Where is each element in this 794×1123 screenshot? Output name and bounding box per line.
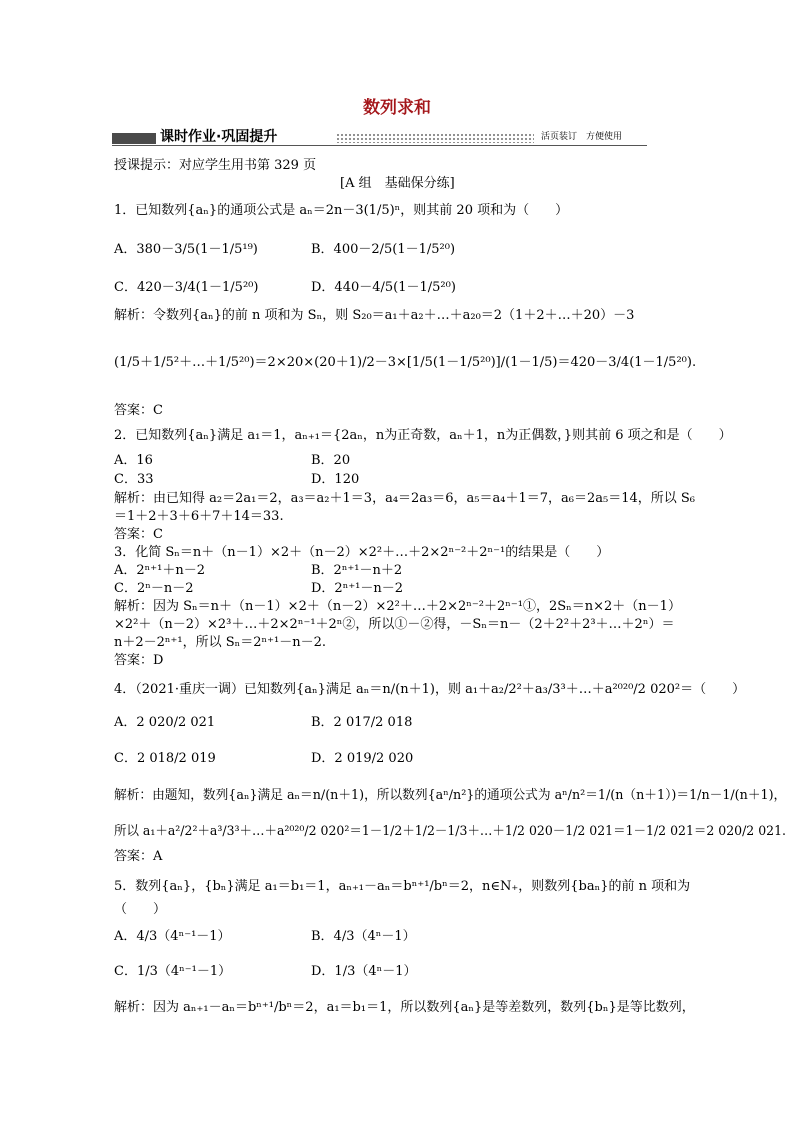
q3-solution-line3: n＋2－2ⁿ⁺¹，所以 Sₙ＝2ⁿ⁺¹－n－2. (114, 635, 327, 650)
q5-stem-line1: 5．数列{aₙ}，{bₙ}满足 a₁＝b₁＝1，aₙ₊₁－aₙ＝bⁿ⁺¹/bⁿ＝2，n∈N₊，则数列{baₙ}的前 n 项和为 (114, 879, 691, 894)
q2-solution-line2: ＝1＋2＋3＋6＋7＋14＝33. (114, 509, 284, 524)
q2-stem: 2．已知数列{aₙ}满足 a₁＝1，aₙ₊₁＝{2aₙ，n为正奇数，aₙ＋1，n为正偶数，}则其前 6 项之和是（ ） (114, 428, 732, 443)
q3-stem: 3．化简 Sₙ＝n＋（n－1）×2＋（n－2）×2²＋…＋2×2ⁿ⁻²＋2ⁿ⁻¹的结果是（ ） (114, 545, 610, 560)
q2-option-a: A．16 (114, 453, 153, 468)
q1-solution-line2: (1/5＋1/5²＋…＋1/5²⁰)＝2×20×(20＋1)/2－3×[1/5(1－1/5²⁰)]/(1－1/5)＝420－3/4(1－1/5²⁰). (114, 355, 697, 370)
q3-option-d: D．2ⁿ⁺¹－n－2 (311, 581, 404, 596)
q2-answer: 答案：C (114, 527, 163, 542)
q4-option-d: D．2 019/2 020 (311, 751, 414, 766)
q2-option-c: C．33 (114, 472, 154, 487)
q5-option-c: C．1/3（4ⁿ⁻¹－1） (114, 964, 232, 979)
q5-solution-line1: 解析：因为 aₙ₊₁－aₙ＝bⁿ⁺¹/bⁿ＝2，a₁＝b₁＝1，所以数列{aₙ}是等差数列，数列{bₙ}是等比数列， (114, 1000, 695, 1015)
q1-option-c: C．420－3/4(1－1/5²⁰) (114, 280, 259, 295)
banner-rule (112, 145, 647, 146)
q3-option-a: A．2ⁿ⁺¹＋n－2 (114, 563, 206, 578)
q2-solution-line1: 解析：由已知得 a₂＝2a₁＝2，a₃＝a₂＋1＝3，a₄＝2a₃＝6，a₅＝a₄＋1＝7，a₆＝2a₅＝14，所以 S₆ (114, 491, 695, 506)
group-label: [A 组 基础保分练] (340, 176, 455, 191)
q5-option-b: B．4/3（4ⁿ－1） (311, 929, 416, 944)
q1-option-b: B．400－2/5(1－1/5²⁰) (311, 242, 456, 257)
q4-solution-line1: 解析：由题知，数列{aₙ}满足 aₙ＝n/(n＋1)，所以数列{aⁿ/n²}的通项公式为 aⁿ/n²＝1/(n（n＋1）)＝1/n－1/(n＋1)， (114, 788, 787, 803)
q4-option-b: B．2 017/2 018 (311, 715, 413, 730)
q1-option-a: A．380－3/5(1－1/5¹⁹) (114, 242, 258, 257)
q4-option-c: C．2 018/2 019 (114, 751, 216, 766)
q3-option-b: B．2ⁿ⁺¹－n＋2 (311, 563, 403, 578)
banner-label: 课时作业·巩固提升 (160, 129, 278, 145)
q4-option-a: A．2 020/2 021 (114, 715, 216, 730)
q2-option-b: B．20 (311, 453, 351, 468)
q5-option-d: D．1/3（4ⁿ－1） (311, 964, 417, 979)
q1-stem: 1．已知数列{aₙ}的通项公式是 aₙ＝2n－3(1/5)ⁿ，则其前 20 项和为（ ） (114, 203, 569, 218)
q3-answer: 答案：D (114, 653, 164, 668)
tip-text: 授课提示：对应学生用书第 329 页 (114, 158, 317, 173)
page-title: 数列求和 (363, 98, 431, 118)
q4-stem: 4．（2021·重庆一调）已知数列{aₙ}满足 aₙ＝n/(n＋1)，则 a₁＋a₂/2²＋a₃/3³＋…＋a²⁰²⁰/2 020²＝（ ） (114, 682, 746, 697)
q1-solution-line1: 解析：令数列{aₙ}的前 n 项和为 Sₙ，则 S₂₀＝a₁＋a₂＋…＋a₂₀＝2（1＋2＋…＋20）－3 (114, 308, 635, 323)
q4-answer: 答案：A (114, 849, 163, 864)
banner-right-note: 活页装订 方便使用 (541, 132, 623, 142)
q3-option-c: C．2ⁿ－n－2 (114, 581, 194, 596)
q1-answer: 答案：C (114, 403, 163, 418)
banner-bar (112, 133, 156, 144)
q2-option-d: D．120 (311, 472, 360, 487)
q5-stem-line2: （ ） (114, 902, 167, 917)
q4-solution-line2: 所以 a₁＋a²/2²＋a³/3³＋…＋a²⁰²⁰/2 020²＝1－1/2＋1/2－1/3＋…＋1/2 020－1/2 021＝1－1/2 021＝2 020/2 021. (114, 824, 787, 839)
q3-solution-line2: ×2²＋（n－2）×2³＋…＋2×2ⁿ⁻¹＋2ⁿ②，所以①－②得，－Sₙ＝n－（2＋2²＋2³＋…＋2ⁿ）＝ (114, 617, 675, 632)
q5-option-a: A．4/3（4ⁿ⁻¹－1） (114, 929, 231, 944)
banner-dots (336, 133, 534, 143)
q3-solution-line1: 解析：因为 Sₙ＝n＋（n－1）×2＋（n－2）×2²＋…＋2×2ⁿ⁻²＋2ⁿ⁻¹①，2Sₙ＝n×2＋（n－1） (114, 599, 681, 614)
q1-option-d: D．440－4/5(1－1/5²⁰) (311, 280, 456, 295)
